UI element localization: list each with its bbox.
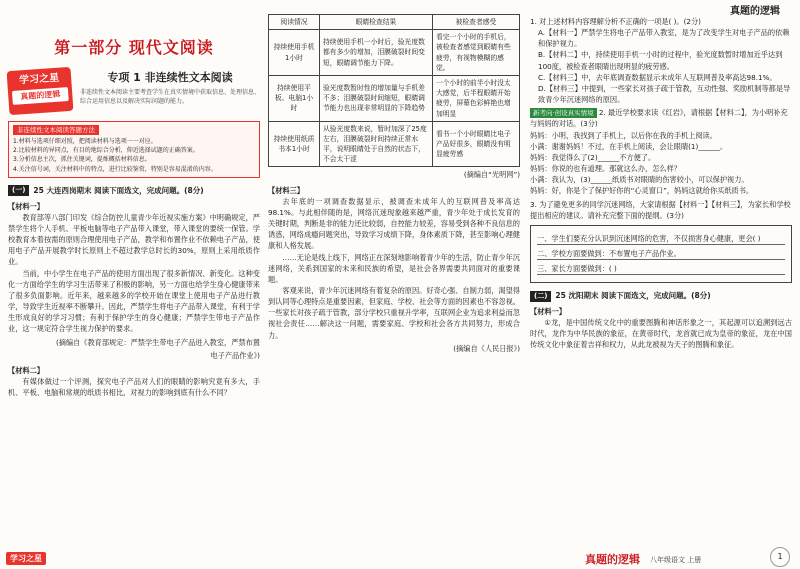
paragraph: ①龙，是中国传统文化中的重要图腾和神话形象之一，其起源可以追溯到远古时代，龙作为中华民族的象征，在黄帝时代，龙首就已成为皇帝的象征，龙在中国传统文化中象征着吉祥和权力，从此龙被视为天子的图腾和象征。 <box>530 318 792 350</box>
section-title: 25 沈阳期末 阅读下面选文，完成问题。(8分) <box>555 291 711 301</box>
dialog-line: 小满：谢谢妈妈！不过，在手机上阅读，会让眼睛(1)______。 <box>530 141 728 151</box>
table-cell: 持续使用手机一小时后，验光度数都有多少的增加，泪膜破裂时间变短，眼睛调节能力下降。 <box>320 30 433 76</box>
paragraph: 当前，中小学生在电子产品的使用方面出现了很多新情况、新变化。这种变化一方面给学生的学习生活带来了积极的影响，另一方面也给学生身心健康带来了很多负面影响。近年来，越来越多的学校开始在课堂上使用电子产品进行教学，导致学生近视率不断攀升。因此，严禁学生将电子产品带入课堂，有利于学生形成良好的学习习惯；有利于保护学生的身心健康；严禁学生带电子产品作业，这一规定符合学生视力保护的要求。 <box>8 268 260 334</box>
section-title: 25 大连西岗期末 阅读下面选文，完成问题。(8分) <box>33 186 204 196</box>
paragraph: 教育部等八部门印发《综合防控儿童青少年近视实施方案》中明确规定，严禁学生将个人手机、平板电脑等电子产品带入课堂，带入课堂的要统一保管。学校教育本着按需的原则合理使用电子产品，教学和布置作业不依赖电子产品，使用电子产品开展教学时长原则上不超过教学总时长的30%，原则上采用纸质作业。 <box>8 212 260 267</box>
column-left <box>8 14 260 398</box>
column-middle <box>268 14 520 354</box>
dialog-line: 妈妈：你说的也有道理。那就这么办，怎么样？ <box>530 164 681 174</box>
footer <box>0 549 800 569</box>
method-box <box>8 121 260 178</box>
table-cell: 一个小时的前半小时没太大感觉，后半程眼睛开始疲劳，屏幕色彩鲜艳也增加明显 <box>432 75 519 121</box>
method-line: 1.材料与选项仔细对照，把阅读材料与选项一一对应。 <box>13 137 157 145</box>
answer-line: 三、家长方面要做到：( ) <box>537 263 785 275</box>
table-header: 被检查者感受 <box>432 15 519 30</box>
question-3: 3. 为了避免更多的同学沉迷网络，大家请根据【材料一】【材料三】，为家长和学校提出相应的建议。请补充完整下面的提纲。(3分) <box>530 199 791 220</box>
badge-top: 学习之星 <box>18 72 60 87</box>
part-title: 第一部分 现代文阅读 <box>54 38 214 57</box>
answer-line: 二、学校方面要做到：不布置电子产品作业。 <box>537 248 785 260</box>
paragraph: 客观来说，青少年沉迷网络有着复杂的原因。好奇心强、自制力弱，渴望得到认同等心理特点是重要因素，但家庭、学校、社会等方面的因素也不容忽视。一些家长对孩子疏于管教，部分学校只重视升学率，互联网企业为追求利益而忽视社会责任……解决这一问题，需要家庭、学校和社会各方共同努力，形成合力。 <box>268 286 520 340</box>
table-cell: 持续使用手机1小时 <box>269 30 320 76</box>
material-label: 【材料一】 <box>8 201 44 211</box>
answer-line: 一、学生们要充分认识到沉迷网络的危害，不仅损害身心健康，更会( ) <box>537 233 785 245</box>
table-row <box>269 121 520 167</box>
paragraph: 去年底的一项调查数据显示，被调查未成年人的互联网普及率高达98.1%。与此相伴随的是，网络沉迷现象越来越严重，青少年处于成长发育的关键时期，判断是非的能力还比较弱，自控能力较差，容易受到各种不良信息的诱惑，网络成瘾问题突出，导致学习成绩下降，身体素质下降，甚至影响心理健康和人格发展。 <box>268 196 520 251</box>
column-right <box>530 14 792 351</box>
question-2: 2. 最近学校要求读《红岩》，请根据【材料二】，为小明补充与妈妈的对话。(3分) <box>530 108 788 129</box>
section-header <box>530 290 792 302</box>
table-cell: 从验光度数来说，暂时加深了25度左右，泪膜破裂时间持续正常水平，说明眼睛处于自然的状态下，不会太干涩 <box>320 121 433 167</box>
table-cell: 验光度数暂时性的增加量与手机差不多；泪膜破裂时间缩短，眼睛调节能力也出现非常明显的下降趋势 <box>320 75 433 121</box>
section-header <box>8 185 260 197</box>
dialog-line: 妈妈：好，你是个了保护好你的“心灵窗口”，妈妈这就给你买纸质书。 <box>530 186 754 196</box>
option: A.【材料一】严禁学生将电子产品带入教室，是为了改变学生对电子产品的依赖和保护视力。 <box>538 28 790 49</box>
table-cell: 看书一个小时眼睛比电子产品好很多，眼睛没有明显疲劳感 <box>432 121 519 167</box>
paragraph: ……无论是线上线下，网络正在深刻地影响着青少年的生活，防止青少年沉迷网络，关系到国家的未来和民族的希望，是社会各界需要共同面对的重要课题。 <box>268 252 520 284</box>
material-label: 【材料二】 <box>8 365 44 375</box>
footer-grade: 八年级语文 上册 <box>650 556 702 564</box>
material-label: 【材料一】 <box>530 306 566 316</box>
page-number: 1 <box>770 547 790 567</box>
comparison-table <box>268 14 520 167</box>
topic-title: 专项 1 非连续性文本阅读 <box>107 70 233 84</box>
answer-box <box>530 225 792 283</box>
question-1: 1. 对上述材料内容理解分析不正确的一项是( )。(2分) <box>530 17 701 26</box>
dialog-line: 小满：我认为，(3)______纸质书对眼睛的伤害较小，可以保护视力。 <box>530 175 749 185</box>
method-line: 2.比较材料的异同点，有目的地综合分析，仰近选择试题的正确答案。 <box>13 147 199 155</box>
source-note: (摘编自《人民日报》) <box>453 343 520 353</box>
method-title: 非连续性文本阅读答题方法 <box>13 125 99 135</box>
table-header: 阅读情况 <box>269 15 320 30</box>
paragraph: 有媒体做过一个评测，探究电子产品对人们的眼睛的影响究竟有多大，手机、平板、电脑和常规的纸质书相比，对视力的影响到底有什么不同？ <box>8 377 260 398</box>
method-line: 3.分析信息主次，抓住关键词，提炼概括材料信息。 <box>13 156 151 164</box>
option: D.【材料三】中提到，一些家长对孩子疏于管教，互动性强、奖励机制等都是导致青少年沉迷网络的原因。 <box>538 83 791 105</box>
material-label: 【材料三】 <box>268 185 304 195</box>
table-header-row <box>269 15 520 30</box>
question-tag: 新考向·创设真实情境 <box>530 108 597 118</box>
option: C.【材料三】中，去年底调查数据显示未成年人互联网普及率高达98.1%。 <box>538 72 777 82</box>
topic-description: 非连续性文本阅读主要考查学生在真实情境中获取信息、处理信息、综合运用信息以及解决实际问题的能力。 <box>80 88 261 105</box>
table-cell: 看完一个小时的手机后，被检查者感觉到眼睛有些疲劳，有视物模糊的感觉。 <box>432 30 519 76</box>
topic <box>72 69 260 106</box>
table-cell: 持续使用纸质书本1小时 <box>269 121 320 167</box>
header-title: 真题的逻辑 <box>730 6 780 17</box>
badge-bottom: 真题的逻辑 <box>12 87 69 105</box>
question-2-wrap <box>530 107 792 129</box>
option: B.【材料二】中，持续使用手机一小时的过程中，验光度数暂时增加近乎达到100度，被检查者眼睛出现明显的疲劳感。 <box>538 50 783 71</box>
dialog-line: 妈妈：小明，我找到了手机上，以后你在我的手机上阅读。 <box>530 130 717 140</box>
brand-badge <box>7 67 74 115</box>
topic-header <box>8 69 260 113</box>
method-line: 4.关注信号词，关注材料中的特点，进行比较鉴赏，特别是容易混淆的内容。 <box>13 165 217 173</box>
footer-logo: 学习之星 <box>6 552 46 565</box>
table-cell: 持续使用平板、电脑1小时 <box>269 75 320 121</box>
dialog-line: 妈妈：我觉得么了(2)______不方便了。 <box>530 152 656 162</box>
source-note: (摘编自“光明网”) <box>463 170 520 180</box>
section-number: (一) <box>8 185 29 196</box>
source-note: 电子产品作业》) <box>210 350 260 360</box>
table-header: 眼睛检查结果 <box>320 15 433 30</box>
footer-brand: 真题的逻辑 <box>585 553 640 566</box>
section-number: (二) <box>530 291 551 302</box>
table-row <box>269 75 520 121</box>
source-note: (摘编自《教育部规定：严禁学生带电子产品进入教室，严禁布置 <box>55 337 260 347</box>
table-row <box>269 30 520 76</box>
